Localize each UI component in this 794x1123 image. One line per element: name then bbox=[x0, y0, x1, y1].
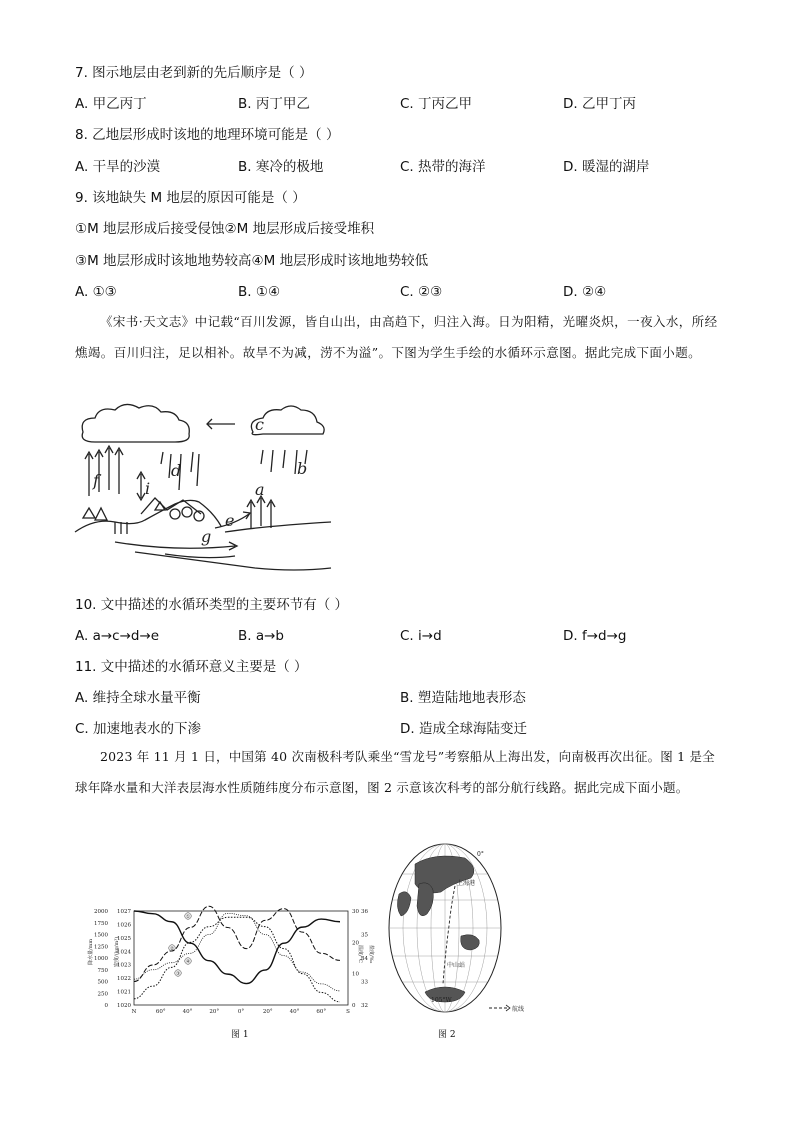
precip-tick-label: 1250 bbox=[94, 944, 108, 951]
q10-option-a[interactable]: A. a→c→d→e bbox=[75, 628, 160, 644]
q8-option-c[interactable]: C. 热带的海洋 bbox=[400, 159, 486, 175]
passage-water-cycle: 《宋书·天文志》中记载“百川发源，皆自山出，由高趋下，归注入海。日为阳精，光曜炎炽，一夜入水，所经燋竭。百川归注，足以相补。故旱不为减，涝不为溢”。下图为学生手绘的水循环示意图。据此完成下面小题。 bbox=[75, 314, 718, 360]
q11-option-b[interactable]: B. 塑造陆地地表形态 bbox=[400, 690, 526, 706]
series-line-2 bbox=[134, 917, 340, 1002]
salinity-tick-label: 36 bbox=[361, 909, 368, 915]
q11-option-c[interactable]: C. 加速地表水的下渗 bbox=[75, 721, 202, 737]
x-tick-label: 60° bbox=[155, 1009, 166, 1015]
density-tick-label: 1027 bbox=[117, 909, 131, 915]
figure1-caption: 图 1 bbox=[231, 1030, 249, 1040]
temp-tick-label: 10 bbox=[352, 971, 359, 978]
density-axis-label: 密度/(kg/m³) bbox=[114, 936, 120, 967]
map-label-shanghai: 上海港 bbox=[457, 880, 476, 887]
water-cycle-figure bbox=[75, 402, 335, 572]
precip-tick-label: 1500 bbox=[94, 932, 108, 939]
q9-stem: 9. 该地缺失 M 地层的原因可能是（ ） bbox=[75, 190, 306, 206]
x-tick-label: S bbox=[346, 1009, 350, 1015]
temp-tick-label: 30 bbox=[352, 909, 359, 915]
series-line-3 bbox=[134, 906, 340, 981]
route-map bbox=[385, 842, 505, 1018]
figure2-caption: 图 2 bbox=[438, 1030, 456, 1040]
q10-option-d[interactable]: D. f→d→g bbox=[563, 628, 627, 644]
q9-statement-1: ①M 地层形成后接受侵蚀②M 地层形成后接受堆积 bbox=[75, 221, 375, 237]
q10-option-c[interactable]: C. i→d bbox=[400, 628, 442, 644]
q8-option-d[interactable]: D. 暖湿的湖岸 bbox=[563, 159, 650, 175]
density-tick-label: 1025 bbox=[117, 935, 131, 942]
precip-tick-label: 500 bbox=[97, 979, 108, 986]
label-i: i bbox=[145, 479, 151, 498]
route-legend-label: 航线 bbox=[512, 1006, 525, 1013]
series-label-4: ④ bbox=[185, 959, 191, 965]
map-label-0deg: 0° bbox=[477, 851, 484, 858]
q7-option-c[interactable]: C. 丁丙乙甲 bbox=[400, 96, 473, 112]
chart-frame bbox=[134, 911, 348, 1005]
q7-option-d[interactable]: D. 乙甲丁丙 bbox=[563, 96, 636, 112]
q11-option-d[interactable]: D. 造成全球海陆变迁 bbox=[400, 721, 527, 737]
precip-tick-label: 750 bbox=[97, 967, 108, 974]
x-tick-label: 20° bbox=[209, 1009, 220, 1015]
label-d: d bbox=[171, 461, 182, 480]
label-g: g bbox=[201, 527, 212, 546]
latitude-chart bbox=[86, 905, 374, 1015]
q8-option-b[interactable]: B. 寒冷的极地 bbox=[238, 159, 324, 175]
x-tick-label: 0° bbox=[237, 1009, 245, 1015]
x-tick-label: N bbox=[131, 1009, 137, 1015]
temp-tick-label: 20 bbox=[352, 940, 359, 947]
x-tick-label: 60° bbox=[316, 1009, 327, 1015]
q10-option-b[interactable]: B. a→b bbox=[238, 628, 284, 644]
label-b: b bbox=[297, 459, 308, 478]
q9-option-a[interactable]: A. ①③ bbox=[75, 284, 117, 300]
q9-statement-2: ③M 地层形成时该地地势较高④M 地层形成时该地地势较低 bbox=[75, 253, 429, 269]
route-legend bbox=[488, 1003, 528, 1013]
salinity-tick-label: 33 bbox=[361, 979, 368, 986]
label-f: f bbox=[93, 471, 99, 490]
precip-tick-label: 1000 bbox=[94, 956, 108, 962]
salinity-tick-label: 32 bbox=[361, 1003, 368, 1009]
q8-stem: 8. 乙地层形成时该地的地理环境可能是（ ） bbox=[75, 127, 340, 143]
q10-stem: 10. 文中描述的水循环类型的主要环节有（ ） bbox=[75, 597, 349, 613]
precip-tick-label: 1750 bbox=[94, 920, 108, 927]
x-tick-label: 20° bbox=[262, 1009, 273, 1015]
q7-option-b[interactable]: B. 丙丁甲乙 bbox=[238, 96, 310, 112]
density-tick-label: 1026 bbox=[117, 922, 131, 929]
q8-option-a[interactable]: A. 干旱的沙漠 bbox=[75, 159, 161, 175]
map-label-dest: 中山站 bbox=[447, 962, 466, 969]
q9-option-d[interactable]: D. ②④ bbox=[563, 284, 607, 300]
temp-tick-label: 0 bbox=[352, 1003, 356, 1009]
precip-tick-label: 0 bbox=[104, 1003, 108, 1009]
salinity-tick-label: 35 bbox=[361, 932, 368, 939]
series-label-3: ③ bbox=[175, 971, 181, 977]
q7-option-a[interactable]: A. 甲乙丙丁 bbox=[75, 96, 147, 112]
temp-axis-label: 温度/°C bbox=[357, 945, 363, 964]
q9-option-b[interactable]: B. ①④ bbox=[238, 284, 281, 300]
passage-antarctic: 2023 年 11 月 1 日，中国第 40 次南极科考队乘坐“雪龙号”考察船从上海出发，向南极再次出征。图 1 是全球年降水量和大洋表层海水性质随纬度分布示意图，图 2 示意该次科考的部分航行线路。据此完成下面小题。 bbox=[75, 749, 715, 795]
precip-tick-label: 2000 bbox=[94, 909, 108, 915]
x-tick-label: 40° bbox=[289, 1009, 300, 1015]
density-tick-label: 1020 bbox=[117, 1003, 131, 1009]
q11-option-a[interactable]: A. 维持全球水量平衡 bbox=[75, 690, 201, 706]
salinity-axis-label: 盐度/‰ bbox=[368, 945, 374, 964]
series-label-1: ① bbox=[185, 914, 191, 920]
x-tick-label: 40° bbox=[182, 1009, 193, 1015]
precip-axis-label: 降水量/mm bbox=[88, 938, 94, 965]
density-tick-label: 1024 bbox=[117, 949, 131, 956]
label-e: e bbox=[225, 511, 235, 530]
series-label-2: ② bbox=[169, 946, 175, 952]
q11-stem: 11. 文中描述的水循环意义主要是（ ） bbox=[75, 659, 308, 675]
label-c: c bbox=[255, 415, 264, 434]
map-label-lon: 105°W bbox=[431, 997, 452, 1004]
series-line-1 bbox=[134, 911, 340, 984]
salinity-tick-label: 34 bbox=[361, 956, 368, 962]
density-tick-label: 1022 bbox=[117, 976, 131, 983]
density-tick-label: 1023 bbox=[117, 962, 131, 969]
label-a: a bbox=[255, 480, 265, 499]
q9-option-c[interactable]: C. ②③ bbox=[400, 284, 443, 300]
precip-tick-label: 250 bbox=[97, 991, 108, 998]
q7-stem: 7. 图示地层由老到新的先后顺序是（ ） bbox=[75, 65, 313, 81]
density-tick-label: 1021 bbox=[117, 989, 131, 996]
